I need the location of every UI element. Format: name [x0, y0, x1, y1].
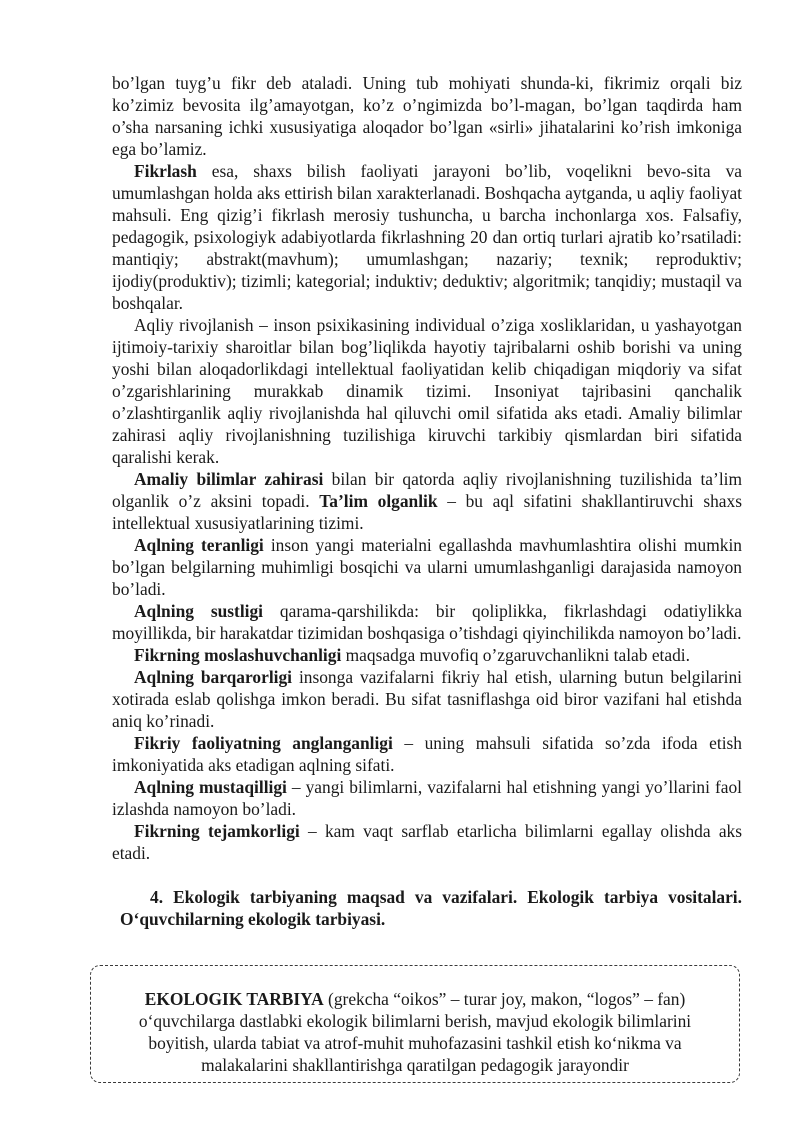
- bold-term: Ta’lim olganlik: [319, 491, 438, 511]
- paragraph-text: maqsadga muvofiq o’zgaruvchanlikni talab etadi.: [341, 645, 690, 665]
- bold-term: Aqlning sustligi: [134, 601, 264, 621]
- paragraph-text: – uning mahsuli sifatida so’zda ifoda etish imkoniyatida aks etadigan aqlning sifati.: [112, 733, 742, 775]
- paragraph: [112, 776, 742, 820]
- paragraph-text: – kam vaqt sarflab etarlicha bilimlarni egallay olishda aks etadi.: [112, 821, 742, 863]
- paragraph: [112, 820, 742, 864]
- definition-text: (grekcha “oikos” – turar joy, makon, “logos” – fan) o‘quvchilarga dastlabki ekologik bilimlarni berish, mavjud ekologik bilimlarini boyitish, ularda tabiat va atrof-muhit muhofazasini tashkil etish ko‘nikma va malakalarini shakllantirishga qaratilgan pedagogik jarayondir: [138, 989, 692, 1075]
- document-body: [112, 72, 742, 930]
- paragraph: [112, 534, 742, 600]
- paragraph-text: esa, shaxs bilish faoliyati jarayoni bo’lib, voqelikni bevo-sita va umumlashgan holda aks ettirish bilan xarakterlanadi. Boshqacha aytganda, u aqliy faoliyat mahsuli. Eng qizig’i fikrlash merosiy tushuncha, u barcha inchonlarga xos. Falsafiy, pedagogik, psixologiyk adabiyotlarda fikrlashning 20 dan ortiq turlari ajratib ko’rsatiladi: mantiqiy; abstrakt(mavhum); umumlashgan; nazariy; texnik; reproduktiv; ijodiy(produktiv); tizimli; kategorial; induktiv; deduktiv; algoritmik; tanqidiy; mustaqil va boshqalar.: [112, 161, 742, 313]
- paragraph: [112, 314, 742, 468]
- paragraph: [112, 160, 742, 314]
- definition-box: [90, 965, 740, 1083]
- paragraph: [112, 644, 742, 666]
- paragraph-text: insonga vazifalarni fikriy hal etish, ularning butun belgilarini xotirada eslab qolishga imkon beradi. Bu sifat tasniflashga oid biror vazifani hal etishda aniq ko’rinadi.: [112, 667, 742, 731]
- bold-term: Amaliy bilimlar zahirasi: [134, 469, 324, 489]
- bold-term: Fikrlash: [134, 161, 197, 181]
- bold-term: Fikrning moslashuvchanligi: [134, 645, 342, 665]
- paragraph: [112, 666, 742, 732]
- paragraph-text: – bu aql sifatini shakllantiruvchi shaxs intellektual xususiyatlarining tizimi.: [112, 491, 742, 533]
- paragraph: [112, 600, 742, 644]
- bold-term: Fikrning tejamkorligi: [134, 821, 300, 841]
- definition-term: EKOLOGIK TARBIYA: [144, 989, 324, 1009]
- paragraph: [112, 468, 742, 534]
- paragraph-text: bo’lgan tuyg’u fikr deb ataladi. Uning tub mohiyati shunda-ki, fikrimiz orqali biz ko’zimiz bevosita ilg’amayotgan, ko’z o’ngimizda bo’l-magan, bo’lgan taqdirda ham o’sha narsaning ichki xususiyatiga aloqador bo’lgan «sirli» jihatalarini ko’rish imkoniga ega bo’lamiz.: [112, 73, 742, 159]
- paragraph-text: Aqliy rivojlanish – inson psixikasining individual o’ziga xosliklaridan, u yashayotgan ijtimoiy-tarixiy sharoitlar bilan bog’liqlikda hayotiy tajribalarni oshib borishi va uning yoshi bilan aloqadorlikdagi intellektual faoliyatidan kelib chiqadigan miqdoriy va sifat o’zgarishlarining murakkab dinamik tizimi. Insoniyat tajribasini qanchalik o’zlashtirganlik aqliy rivojlanishda hal qiluvchi omil sifatida aks etadi. Amaliy bilimlar zahirasi aqliy rivojlanishning tuzilishiga kiruvchi tarkibiy qismlardan biri sifatida qaralishi kerak.: [112, 315, 742, 467]
- bold-term: Fikriy faoliyatning anglanganligi: [134, 733, 393, 753]
- paragraph-text: bilan bir qatorda aqliy rivojlanishning tuzilishida ta’lim olganlik o’z aksini topadi.: [112, 469, 743, 511]
- paragraph: [112, 72, 742, 160]
- bold-term: Aqlning barqarorligi: [134, 667, 293, 687]
- bold-term: Aqlning teranligi: [134, 535, 264, 555]
- paragraph-text: – yangi bilimlarni, vazifalarni hal etishning yangi yo’llarini faol izlashda namoyon bo’ladi.: [112, 777, 742, 819]
- section-heading: 4. Ekologik tarbiyaning maqsad va vazifalari. Ekologik tarbiya vositalari. O‘quvchilarning ekologik tarbiyasi.: [120, 887, 742, 929]
- paragraph-text: qarama-qarshilikda: bir qoliplikka, fikrlashdagi odatiylikka moyillikda, bir harakatdar tizimidan boshqasiga o’tishdagi qiyinchilikda namoyon bo’ladi.: [112, 601, 742, 643]
- paragraph-list: [112, 72, 742, 864]
- paragraph-text: inson yangi materialni egallashda mavhumlashtira olishi mumkin bo’lgan belgilarning muhimligi bosqichi va ularni umumlashganligi darajasida namoyon bo’ladi.: [112, 535, 742, 599]
- bold-term: Aqlning mustaqilligi: [134, 777, 287, 797]
- paragraph: [112, 732, 742, 776]
